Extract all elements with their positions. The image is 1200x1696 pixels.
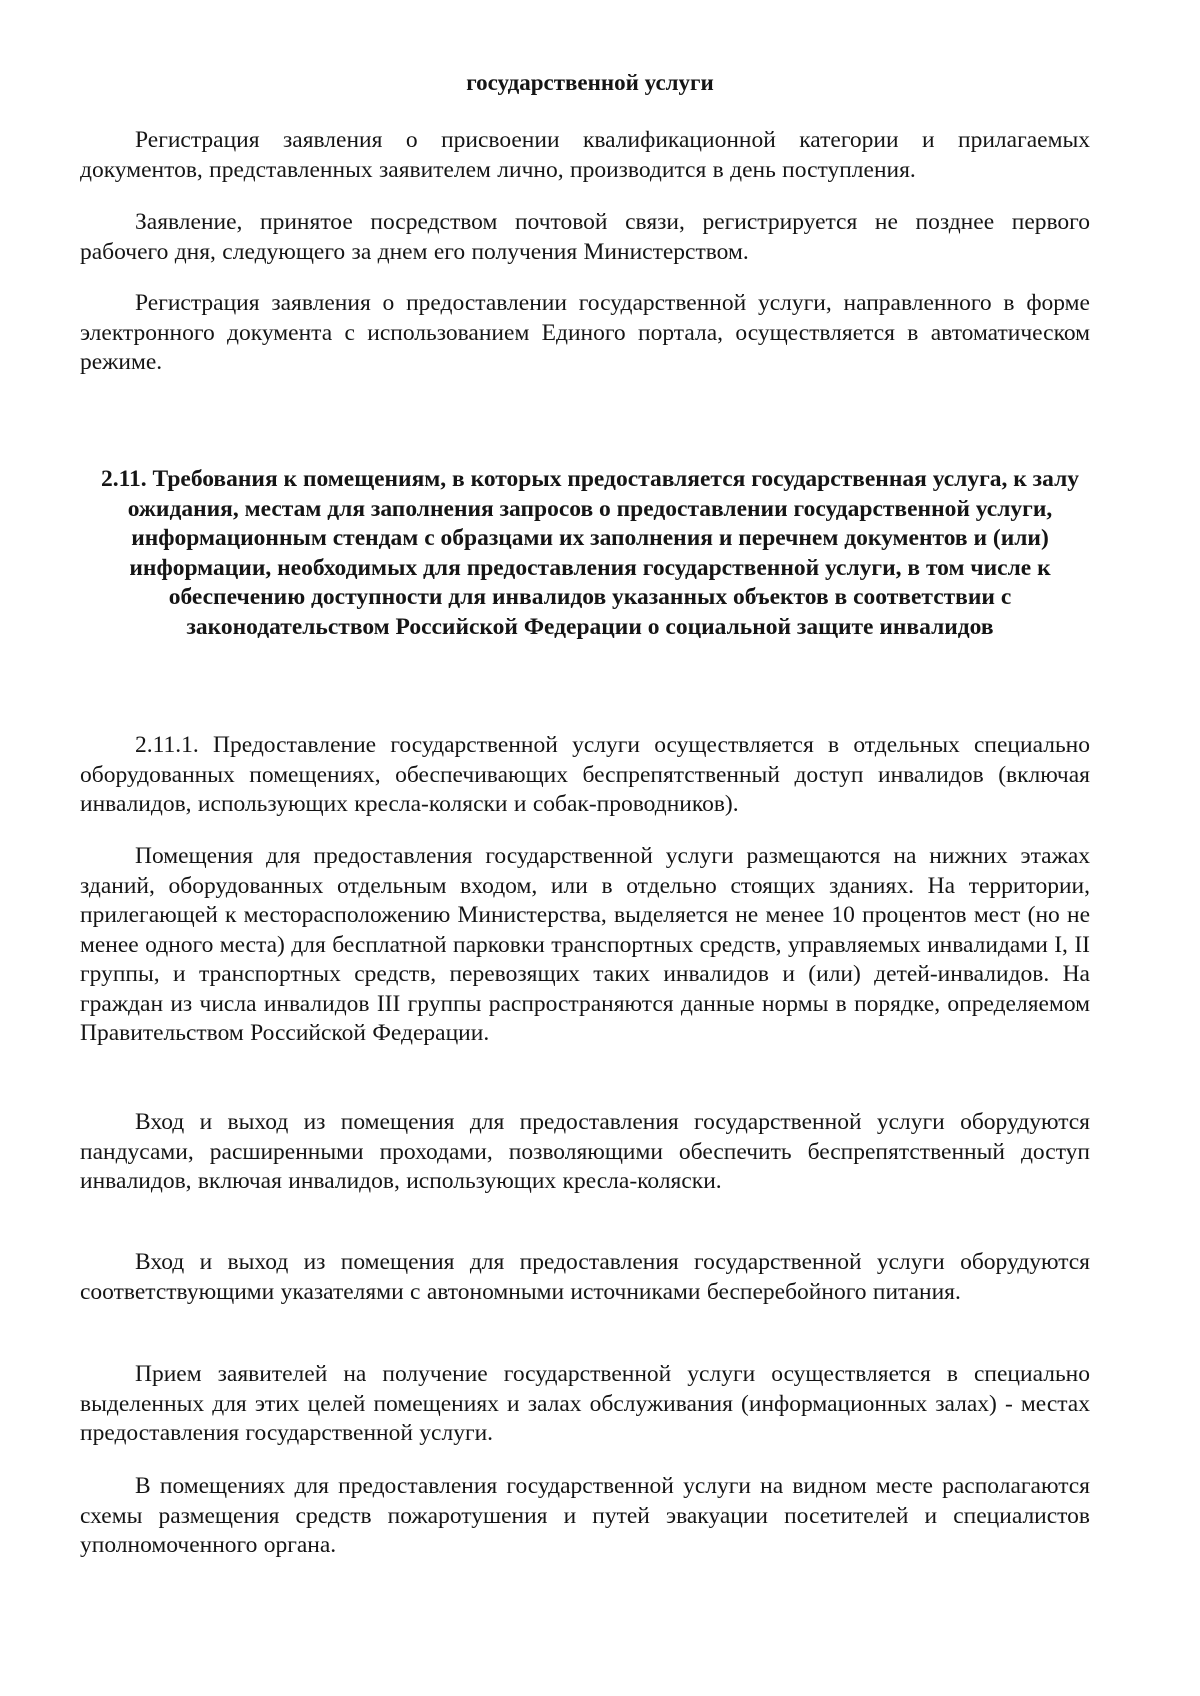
paragraph-premises-location: Помещения для предоставления государственной услуги размещаются на нижних этажах зданий, оборудованных отдельным входом, или в отдельно стоящих зданиях. На территории, прилегающей к месторасположению Министерства, выделяется не менее 10 процентов мест (но не менее одного места) для бесплатной парковки транспортных средств, управляемых инвалидами I, II группы, и транспортных средств, перевозящих таких инвалидов и (или) детей-инвалидов. На граждан из числа инвалидов III группы распространяются данные нормы в порядке, определяемом Правительством Российской Федерации.: [80, 843, 1090, 1046]
page-heading: государственной услуги: [466, 70, 714, 95]
paragraph-entrance-signs: Вход и выход из помещения для предоставления государственной услуги оборудуются соответствующими указателями с автономными источниками бесперебойного питания.: [80, 1249, 1090, 1305]
paragraph-registration-mail: Заявление, принятое посредством почтовой связи, регистрируется не позднее первого рабочего дня, следующего за днем его получения Министерством.: [80, 209, 1090, 265]
paragraph-2-11-1: 2.11.1. Предоставление государственной услуги осуществляется в отдельных специально оборудованных помещениях, обеспечивающих беспрепятственный доступ инвалидов (включая инвалидов, использующих кресла-коляски и собак-проводников).: [80, 732, 1090, 817]
section-heading-2-11: 2.11. Требования к помещениям, в которых предоставляется государственная услуга, к залу ожидания, местам для заполнения запросов о предоставлении государственной услуги, информационным стендам с образцами их заполнения и перечнем документов и (или) информации, необходимых для предоставления государственной услуги, в том числе к обеспечению доступности для инвалидов указанных объектов в соответствии с законодательством Российской Федерации о социальной защите инвалидов: [100, 466, 1080, 640]
paragraph-registration-electronic: Регистрация заявления о предоставлении государственной услуги, направленного в форме электронного документа с использованием Единого портала, осуществляется в автоматическом режиме.: [80, 290, 1090, 375]
paragraph-reception-halls: Прием заявителей на получение государственной услуги осуществляется в специально выделенных для этих целей помещениях и залах обслуживания (информационных залах) - местах предоставления государственной услуги.: [80, 1361, 1090, 1446]
paragraph-evacuation-schemes: В помещениях для предоставления государственной услуги на видном месте располагаются схемы размещения средств пожаротушения и путей эвакуации посетителей и специалистов уполномоченного органа.: [80, 1473, 1090, 1558]
paragraph-registration-personal: Регистрация заявления о присвоении квалификационной категории и прилагаемых документов, представленных заявителем лично, производится в день поступления.: [80, 127, 1090, 183]
paragraph-entrance-ramps: Вход и выход из помещения для предоставления государственной услуги оборудуются пандусами, расширенными проходами, позволяющими обеспечить беспрепятственный доступ инвалидов, включая инвалидов, использующих кресла-коляски.: [80, 1109, 1090, 1194]
